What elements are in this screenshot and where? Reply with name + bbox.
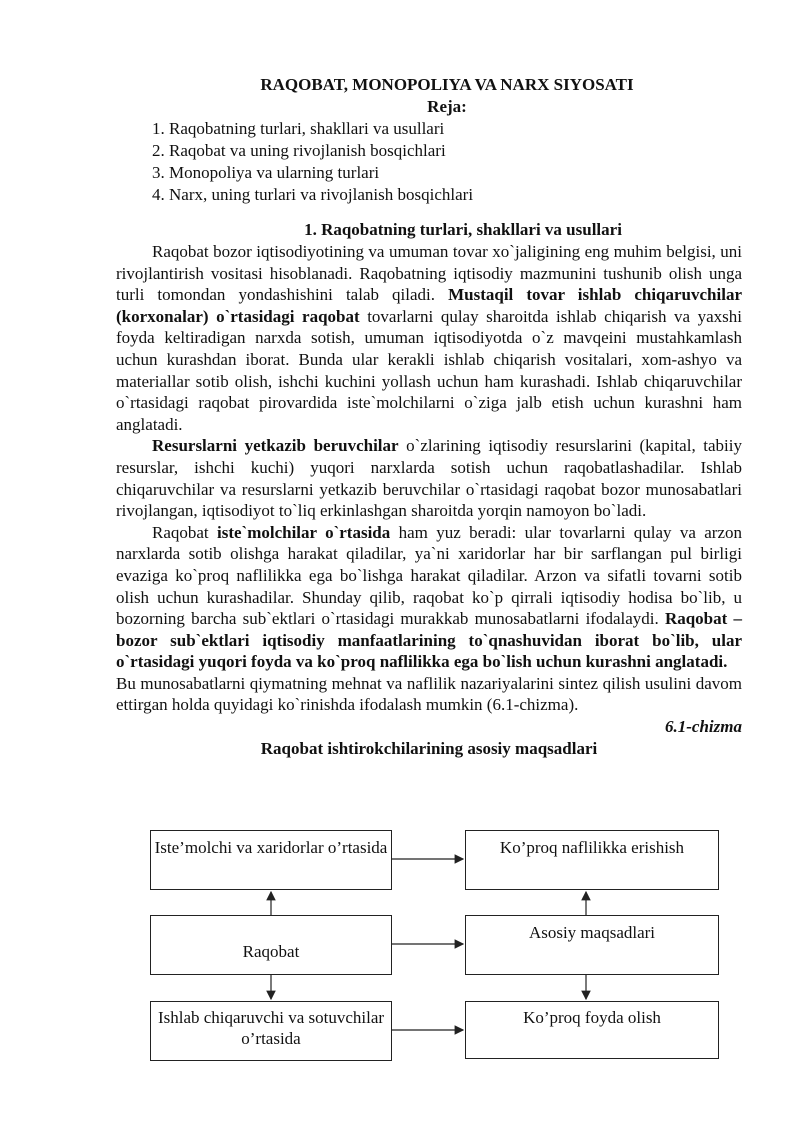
- box-consumers-label: Iste’molchi va xaridorlar o’rtasida: [154, 838, 388, 857]
- paragraph-2-text: o`zlarining iqtisodiy resurslarini (kapital, tabiiy resurslar, ishchi kuchi) yuqori narxlarda sotish uchun raqobatlashadilar. Ishlab chiqaruvchilar va resurslarni yetkazib beruvchilar o`rtasidagi raqobat bozor munosabatlari rivojlangan, iqtisodiyot to`liq erkinlashgan sharoitda yorqin namoyon bo`ladi.: [116, 436, 742, 521]
- paragraph-3-text-c: ham yuz beradi: ular tovarlarni qulay va arzon narxlarda sotib olishga harakat qiladilar, ya`ni xaridorlar har bir sarflangan pul birligi evaziga ko`proq naflilikka ega bo`lishga harakat qiladilar. Arzon va sifatli tovarni sotib olish uchun kurashadilar. Shunday qilib, raqobat ko`p qirrali iqtisodiy hodisa bo`lib, u bozorning barcha sub`ektlari o`rtasidagi murakkab munosabatlarni ifodalaydi.: [116, 522, 743, 629]
- paragraph-1-text-a: Raqobat bozor iqtisodiyotining va umuman tovar xo`jaligining eng muhim belgisi, uni rivojlantirish vositasi hisoblanadi. Raqobatning iqtisodiy mazmunini tushunib olish unga turli tomondan yondashishini talab qiladi.: [116, 242, 742, 305]
- document-page: [116, 74, 742, 760]
- plan-item: 1. Raqobatning turlari, shakllari va usullari: [152, 119, 445, 138]
- box-producers-label: Ishlab chiqaruvchi va sotuvchilar o’rtasida: [157, 1008, 385, 1048]
- box-utility: [465, 830, 719, 890]
- paragraph-3-definition: Raqobat – bozor sub`ektlari iqtisodiy manfaatlarining to`qnashuvidan iborat bo`lib, ular o`rtasidagi yuqori foyda va ko`proq naflilikka ega bo`lish uchun kurashni anglatadi.: [116, 609, 742, 672]
- plan-item: 3. Monopoliya va ularning turlari: [152, 163, 380, 182]
- figure-title: Raqobat ishtirokchilarining asosiy maqsadlari: [260, 739, 598, 759]
- paragraph-4: Bu munosabatlarni qiymatning mehnat va naflilik nazariyalarini sintez qilish usulini davom ettirgan holda quyidagi ko`rinishda ifodalash mumkin (6.1-chizma).: [116, 673, 742, 715]
- box-producers: [150, 1001, 392, 1061]
- paragraph-3-bold: iste`molchilar o`rtasida: [216, 522, 391, 542]
- box-main-goals: [465, 915, 719, 975]
- document-title: RAQOBAT, MONOPOLIYA VA NARX SIYOSATI: [260, 75, 634, 94]
- box-competition-label: Raqobat: [242, 942, 300, 961]
- paragraph-1: [116, 241, 742, 435]
- plan-item: 2. Raqobat va uning rivojlanish bosqichlari: [152, 141, 446, 160]
- box-profit-label: Ko’proq foyda olish: [523, 1008, 661, 1027]
- figure-label: 6.1-chizma: [665, 717, 742, 737]
- paragraph-1-bold: Mustaqil tovar ishlab chiqaruvchilar (korxonalar) o`rtasidagi raqobat: [116, 285, 742, 326]
- section-heading: 1. Raqobatning turlari, shakllari va usullari: [304, 220, 622, 239]
- box-competition: [150, 915, 392, 975]
- box-consumers: [150, 830, 392, 890]
- plan-list: [116, 118, 742, 206]
- paragraph-1-text-c: tovarlarni qulay sharoitda ishlab chiqarish va yaxshi foyda keltiradigan narxda sotish, umuman iqtisodiyotda o`z mavqeini mustahkamlash uchun kurashdan iborat. Bunda ular kerakli ishlab chiqarish vositalari, xom-ashyo va materiallar sotib olish, ishchi kuchini yollash uchun ham kurashadi. Ishlab chiqaruvchilar o`rtasidagi raqobat pirovardida iste`molchilarni o`ziga jalb etish uchun kurashni ham anglatadi.: [116, 306, 742, 434]
- plan-heading: Reja:: [427, 97, 467, 116]
- box-profit: [465, 1001, 719, 1059]
- paragraph-2-bold: Resurslarni yetkazib beruvchilar: [152, 436, 399, 456]
- box-utility-label: Ko’proq naflilikka erishish: [499, 838, 685, 857]
- paragraph-2: [116, 435, 742, 521]
- plan-item: 4. Narx, uning turlari va rivojlanish bosqichlari: [152, 185, 474, 204]
- paragraph-3-text-a: Raqobat: [152, 522, 217, 542]
- paragraph-3: [116, 522, 742, 673]
- box-main-goals-label: Asosiy maqsadlari: [528, 923, 656, 942]
